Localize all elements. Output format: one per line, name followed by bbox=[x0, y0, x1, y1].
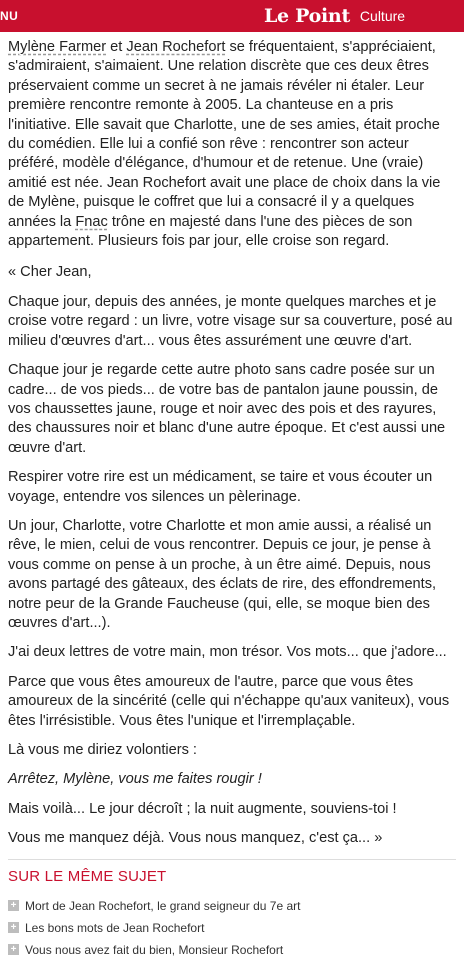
section-label[interactable]: Culture bbox=[359, 8, 406, 24]
intro-text-3: trône en majesté dans l'une des pièces de son appartement. Plusieurs fois par jour, elle croise son regard. bbox=[8, 213, 413, 250]
link-mylene-farmer[interactable]: Mylène Farmer bbox=[8, 39, 107, 55]
related-item[interactable] bbox=[8, 917, 456, 939]
intro-paragraph bbox=[8, 38, 456, 251]
intro-text-2: se fréquentaient, s'appréciaient, s'admiraient, s'aimaient. Une relation discrète que ces deux êtres préservaient comme un secret à ne jamais révéler ni étaler. Leur première rencontre remonte à 2005. La chanteuse en a pris l'initiative. Elle savait que Charlotte, une de ses amies, était proche du comédien. Elle lui a confié son rêve : rencontrer son acteur préféré, modèle d'élégance, d'humour et de retenue. Une (vraie) amitié est née. Jean Rochefort avait une place de choix dans la vie de Mylène, puisque le coffret que lui a consacré il y a quelques années la bbox=[8, 39, 441, 230]
letter-paragraph-6: Parce que vous êtes amoureux de l'autre, parce que vous êtes amoureux de la sincérité (celle qui n'échappe qu'aux vaniteux), vous êtes l'irrésistible. Vous êtes l'unique et l'irremplaçable. bbox=[8, 673, 450, 729]
plus-icon: + bbox=[8, 900, 19, 911]
letter-paragraph-3: Respirer votre rire est un médicament, se taire et vous écouter un voyage, entendre vos silences un pèlerinage. bbox=[8, 469, 433, 505]
letter-paragraph-2: Chaque jour je regarde cette autre photo sans cadre posée sur un cadre... de vos pieds... de votre bas de pantalon jaune poussin, de vos chaussettes jaune, rouge et noir avec des pois et des rayures, des chaussures noir et blanc d'une autre époque. Et c'est aussi une œuvre d'art. bbox=[8, 362, 446, 456]
brand[interactable] bbox=[264, 0, 405, 32]
plus-icon: + bbox=[8, 944, 19, 955]
related-item-label[interactable]: Mort de Jean Rochefort, le grand seigneur du 7e art bbox=[25, 898, 301, 913]
plus-icon: + bbox=[8, 922, 19, 933]
related-item-label[interactable]: Vous nous avez fait du bien, Monsieur Rochefort bbox=[25, 942, 284, 957]
top-bar bbox=[0, 0, 464, 32]
letter-paragraph-7: Là vous me diriez volontiers : bbox=[8, 742, 197, 758]
letter-salutation: « Cher Jean, bbox=[8, 264, 92, 281]
related-item-label[interactable]: Les bons mots de Jean Rochefort bbox=[25, 920, 205, 935]
related-section bbox=[8, 859, 456, 961]
link-fnac[interactable]: Fnac bbox=[75, 213, 108, 230]
letter-quote: Arrêtez, Mylène, vous me faites rougir ! bbox=[8, 771, 262, 788]
letter-paragraph-1: Chaque jour, depuis des années, je monte quelques marches et je croise votre regard : un livre, votre visage sur sa couverture, posé au milieu d'œuvres d'art... vous êtes assurément une œuvre d'art. bbox=[8, 293, 453, 349]
menu-button[interactable]: NU bbox=[0, 9, 19, 23]
letter-paragraph-8: Mais voilà... Le jour décroît ; la nuit augmente, souviens-toi ! bbox=[8, 800, 397, 817]
letter-closing: Vous me manquez déjà. Vous nous manquez, c'est ça... » bbox=[8, 830, 383, 847]
related-heading: SUR LE MÊME SUJET bbox=[8, 867, 167, 885]
related-list bbox=[8, 895, 456, 961]
related-item[interactable] bbox=[8, 939, 456, 961]
letter-paragraph-4: Un jour, Charlotte, votre Charlotte et mon amie aussi, a réalisé un rêve, le mien, celui de vous rencontrer. Depuis ce jour, je pense à vous comme on pense à un proche, à un être aimé. Depuis, nous avons partagé des gâteaux, des éclats de rire, des effondrements, notre peur de la Grande Faucheuse (qui, elle, se moque bien des œuvres d'art...). bbox=[8, 517, 437, 631]
link-jean-rochefort[interactable]: Jean Rochefort bbox=[126, 39, 226, 55]
related-item[interactable] bbox=[8, 895, 456, 917]
le-point-logo[interactable]: Le Point bbox=[264, 5, 350, 27]
letter-paragraph-5: J'ai deux lettres de votre main, mon trésor. Vos mots... que j'adore... bbox=[8, 644, 447, 661]
article-body bbox=[0, 32, 464, 849]
intro-text-1: et bbox=[106, 39, 127, 55]
